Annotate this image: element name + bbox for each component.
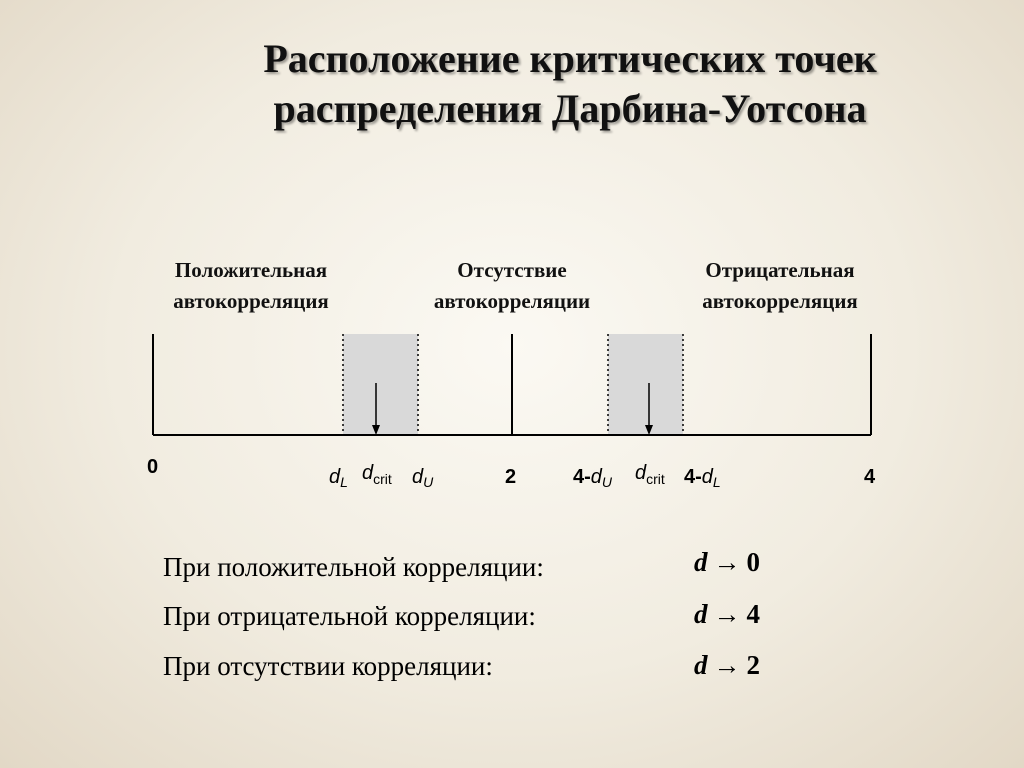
region-none-label-1: Отсутствие xyxy=(457,258,567,282)
region-positive-label-1: Положительная xyxy=(174,258,328,282)
label-4-du-base: d xyxy=(590,466,602,488)
statement-negative-formula xyxy=(694,598,760,630)
statement-negative-var: d xyxy=(694,599,708,629)
label-two: 2 xyxy=(505,466,517,488)
label-du xyxy=(412,466,434,490)
label-4-dl xyxy=(684,466,721,490)
label-dl xyxy=(329,466,348,490)
label-dcrit-left-sub: crit xyxy=(373,471,392,487)
label-du-base: d xyxy=(412,466,424,488)
statement-none-value: 2 xyxy=(746,650,760,680)
statement-none-formula xyxy=(694,649,760,681)
uncertainty-zone-left xyxy=(343,334,418,435)
region-negative-label-1: Отрицательная xyxy=(705,258,855,282)
statement-negative-label: При отрицательной корреляции: xyxy=(163,601,536,631)
label-dcrit-right-sub: crit xyxy=(646,471,665,487)
label-4-du-sub: U xyxy=(601,474,613,490)
statement-positive-label: При положительной корреляции: xyxy=(163,552,544,582)
uncertainty-zone-right xyxy=(608,334,683,435)
statement-negative-value: 4 xyxy=(746,599,760,629)
label-dl-base: d xyxy=(329,466,341,488)
region-none-label-2: автокорреляции xyxy=(433,289,591,313)
label-4-dl-prefix: 4- xyxy=(684,466,702,488)
statement-positive-value: 0 xyxy=(746,547,760,577)
label-dcrit-left xyxy=(362,462,392,487)
region-positive-label-2: автокорреляция xyxy=(173,289,329,313)
statement-none-var: d xyxy=(694,650,708,680)
label-dcrit-right-base: d xyxy=(635,462,647,484)
statement-positive-arrow: → xyxy=(713,547,741,577)
label-4-du xyxy=(573,466,613,490)
statement-positive-var: d xyxy=(694,547,708,577)
statement-none-label: При отсутствии корреляции: xyxy=(163,651,493,681)
region-negative-label-2: автокорреляция xyxy=(702,289,858,313)
statement-positive-formula xyxy=(694,546,760,578)
label-4-dl-sub: L xyxy=(712,474,721,490)
title-line-1: Расположение критических точек xyxy=(263,36,877,81)
statement-none-arrow: → xyxy=(713,650,741,680)
label-four: 4 xyxy=(864,466,876,488)
label-zero: 0 xyxy=(147,456,159,478)
label-dcrit-right xyxy=(635,462,665,487)
label-du-sub: U xyxy=(423,474,434,490)
title-line-2: распределения Дарбина-Уотсона xyxy=(273,86,867,131)
label-dcrit-left-base: d xyxy=(362,462,374,484)
label-4-du-prefix: 4- xyxy=(573,466,591,488)
label-4-dl-base: d xyxy=(701,466,713,488)
label-dl-sub: L xyxy=(340,474,348,490)
statement-negative-arrow: → xyxy=(713,599,741,629)
